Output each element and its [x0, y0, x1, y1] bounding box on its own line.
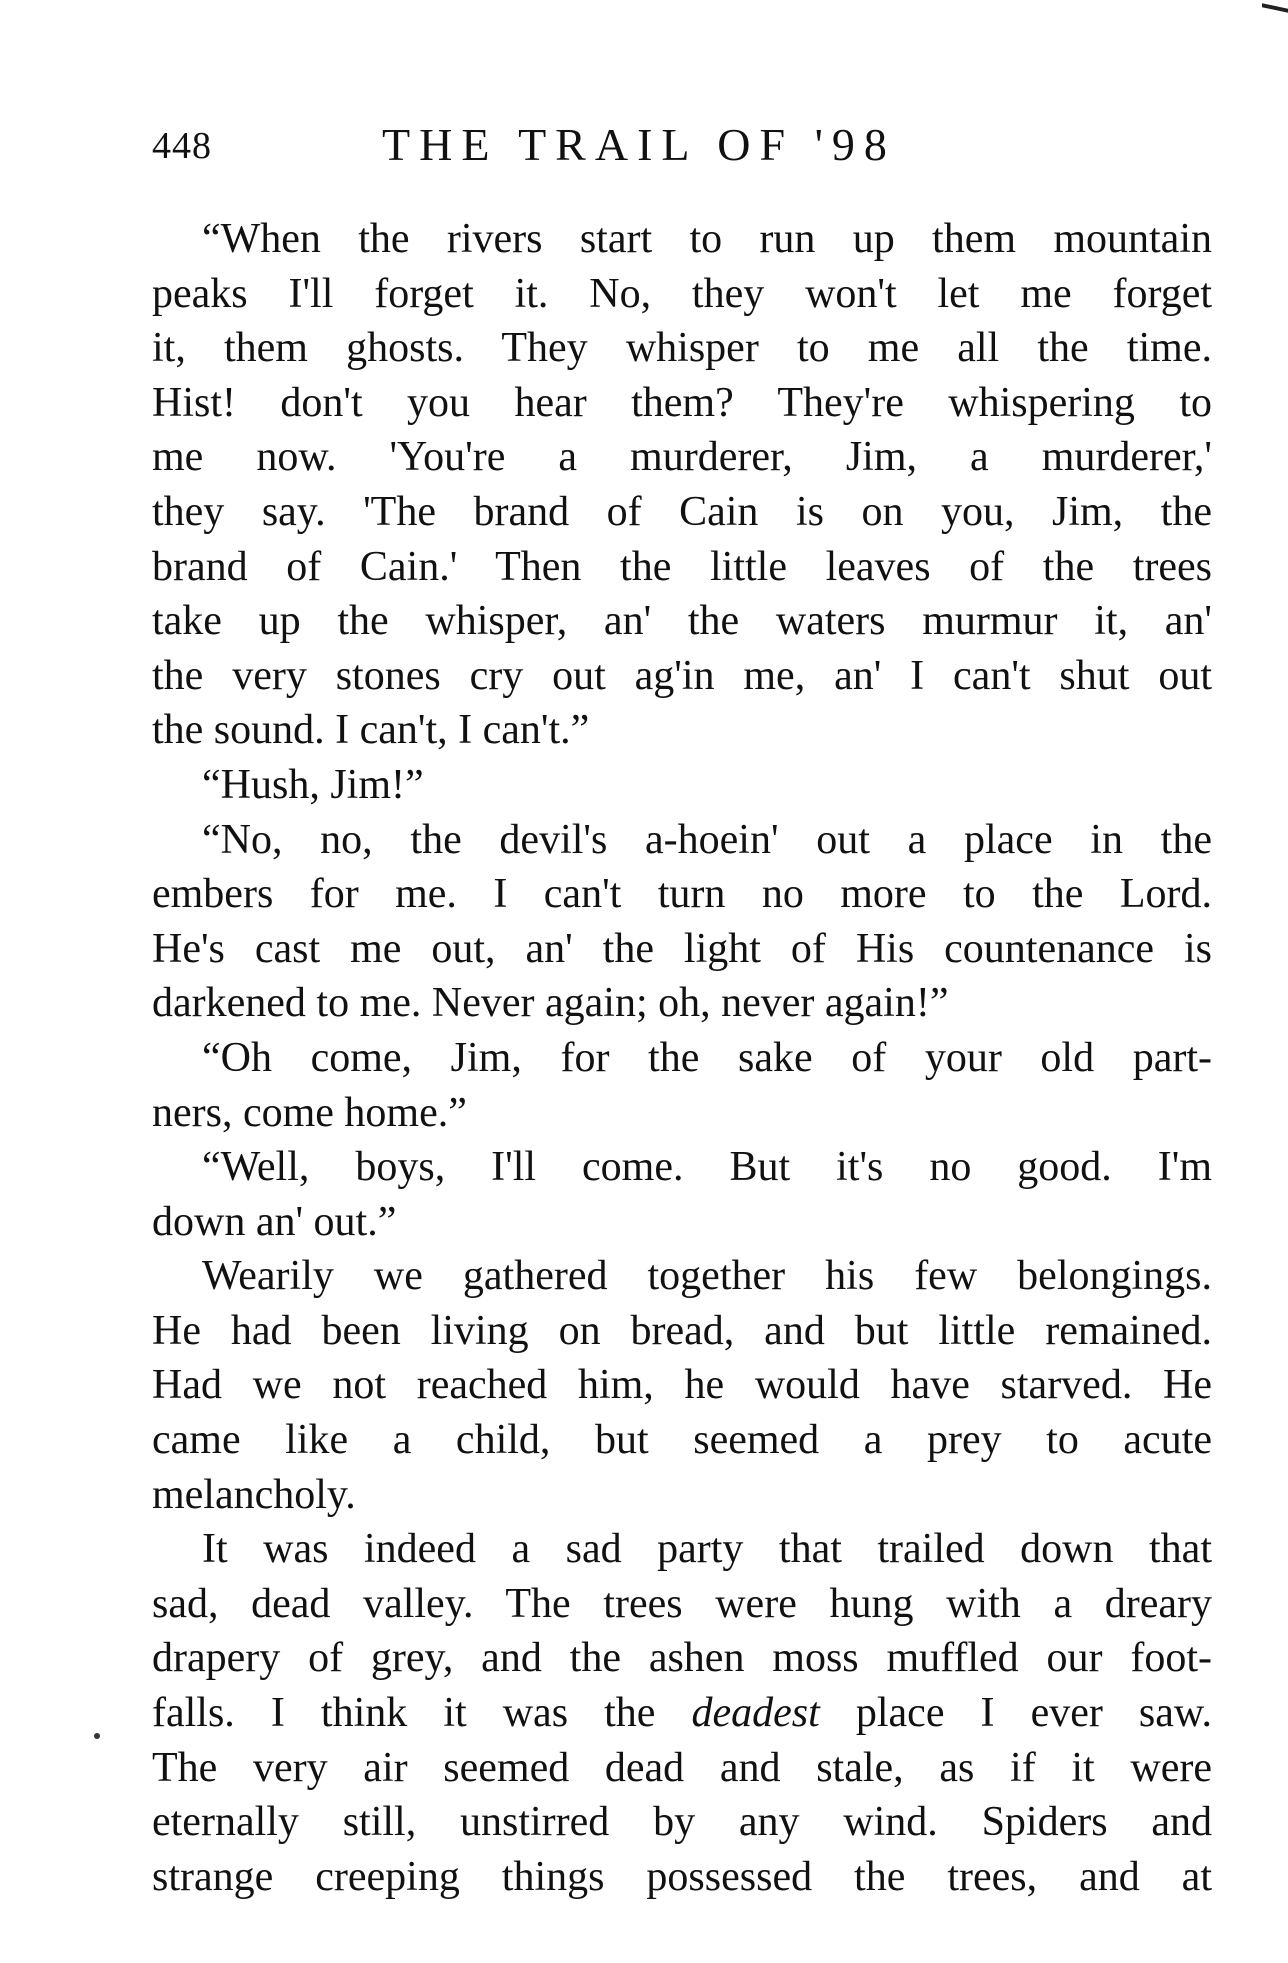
- page-header: [152, 118, 1012, 178]
- text-line: He had been living on bread, and but little remained.: [152, 1307, 1212, 1354]
- text-line: “When the rivers start to run up them mountain: [202, 216, 1212, 262]
- running-title: THE TRAIL OF '98: [382, 119, 896, 170]
- text-line: “Oh come, Jim, for the sake of your old part-: [202, 1034, 1212, 1081]
- text-line: Hist! don't you hear them? They're whispering to: [152, 379, 1212, 426]
- text-line: me now. 'You're a murderer, Jim, a murderer,': [152, 434, 1212, 481]
- text-line: ners, come home.”: [152, 1089, 467, 1136]
- text-line: Had we not reached him, he would have starved. He: [152, 1362, 1212, 1409]
- text-line: embers for me. I can't turn no more to the Lord.: [152, 871, 1212, 918]
- text-line: down an' out.”: [152, 1198, 397, 1245]
- text-line: “Hush, Jim!”: [202, 761, 424, 808]
- text-line: “Well, boys, I'll come. But it's no good. I'm: [202, 1144, 1212, 1191]
- text-line: the very stones cry out ag'in me, an' I can't shut out: [152, 652, 1212, 699]
- text-line: take up the whisper, an' the waters murmur it, an': [152, 598, 1212, 645]
- text-line: falls. I think it was the deadest place I ever saw.: [152, 1690, 1212, 1737]
- text-line: darkened to me. Never again; oh, never again!”: [152, 980, 949, 1027]
- text-line: peaks I'll forget it. No, they won't let me forget: [152, 270, 1212, 317]
- text-line: came like a child, but seemed a prey to acute: [152, 1417, 1212, 1464]
- text-line: eternally still, unstirred by any wind. Spiders and: [152, 1799, 1212, 1846]
- text-line: sad, dead valley. The trees were hung with a dreary: [152, 1580, 1212, 1627]
- text-line: He's cast me out, an' the light of His countenance is: [152, 925, 1212, 972]
- text-line: melancholy.: [152, 1471, 356, 1518]
- text-line: strange creeping things possessed the trees, and at: [152, 1853, 1212, 1900]
- corner-mark: [1262, 3, 1288, 13]
- text-line: the sound. I can't, I can't.”: [152, 707, 590, 754]
- text-line: It was indeed a sad party that trailed down that: [202, 1526, 1212, 1573]
- page-number: 448: [152, 125, 212, 167]
- text-line: Wearily we gathered together his few belongings.: [202, 1253, 1212, 1300]
- ink-speck: [94, 1733, 100, 1739]
- text-line: “No, no, the devil's a-hoein' out a place in the: [202, 816, 1212, 863]
- text-line: drapery of grey, and the ashen moss muffled our foot-: [152, 1635, 1212, 1682]
- text-line: it, them ghosts. They whisper to me all the time.: [152, 325, 1212, 372]
- text-line: they say. 'The brand of Cain is on you, Jim, the: [152, 488, 1212, 535]
- body-text: [152, 212, 1212, 1904]
- emphasis: deadest: [691, 1690, 820, 1737]
- text-line: The very air seemed dead and stale, as if it were: [152, 1744, 1212, 1791]
- text-line: brand of Cain.' Then the little leaves of the trees: [152, 543, 1212, 590]
